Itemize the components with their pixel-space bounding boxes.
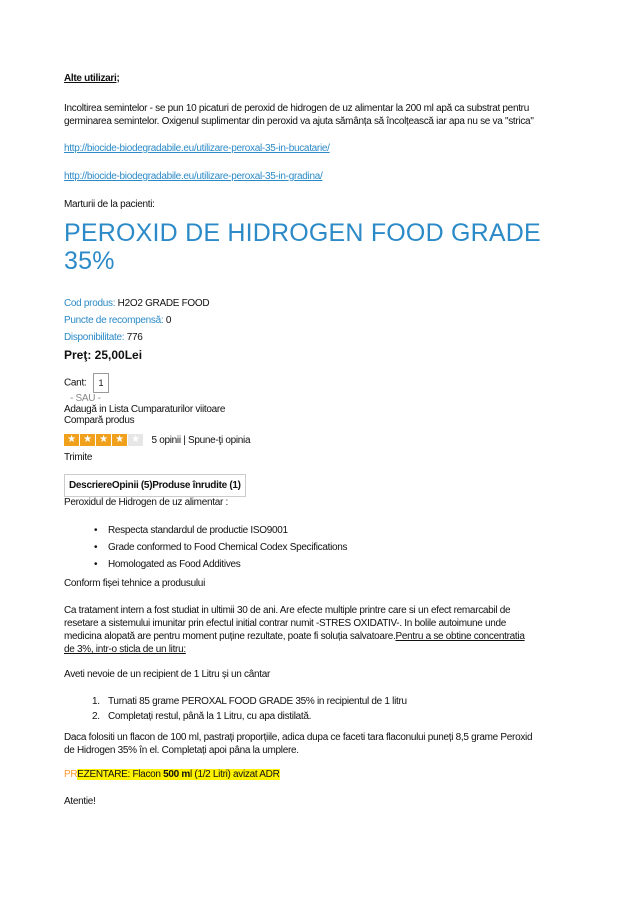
marturii-text: Marturii de la pacienti: xyxy=(64,199,155,210)
alt-utilizari-text-line1: Incoltirea semintelor - se pun 10 picaturi de peroxid de hidrogen de uz alimentar la 200 ml apă ca substrat pentru xyxy=(64,103,529,114)
sau-separator: - SAU - xyxy=(70,393,101,404)
tratament-line3-text: medicina alopată are pentru moment puține rezultate, poate fi soluția salvatoare. xyxy=(64,631,396,642)
product-tabs-label[interactable]: DescriereOpinii (5)Produse înrudite (1) xyxy=(69,480,241,491)
alt-utilizari-text-line2: germinarea semintelor. Oxigenul suplimentar din peroxid va ajuta sămânța să încolțească iar apa nu se va "strica" xyxy=(64,116,534,127)
puncte-label: Puncte de recompensă: xyxy=(64,315,164,326)
flacon-line1: Daca folositi un flacon de 100 ml, pastrați proporțiile, adica dupa ce faceti tara flaconului puneți 8,5 grame Peroxid xyxy=(64,732,533,743)
tratament-line2: resetare a sistemului imunitar prin efectul initial contrar numit -STRES OXIDATIV-. In bolile autoimune unde xyxy=(64,618,507,629)
puncte-value: 0 xyxy=(165,315,172,326)
spec-item: • Respecta standardul de productie ISO9001 xyxy=(64,522,574,539)
product-title-line2: 35% xyxy=(64,247,115,275)
reviews-link[interactable]: 5 opinii | Spune-ţi opinia xyxy=(151,435,251,446)
spec-item: • Grade conformed to Food Chemical Codex Specifications xyxy=(64,539,574,556)
tratament-line4: de 3%, intr-o sticla de un litru: xyxy=(64,644,186,655)
concentratie-underlined: Pentru a se obtine concentratia xyxy=(395,631,525,642)
steps-list xyxy=(64,694,574,724)
atentie-text: Atentie! xyxy=(64,796,96,807)
description-intro: Peroxidul de Hidrogen de uz alimentar : xyxy=(64,497,228,508)
product-tabs[interactable] xyxy=(64,474,246,497)
quantity-row xyxy=(64,373,109,393)
recipient-text: Aveti nevoie de un recipient de 1 Litru și un cântar xyxy=(64,669,271,680)
disponibilitate-value: 776 xyxy=(126,332,143,343)
disponibilitate-row xyxy=(64,331,143,344)
cod-produs-row xyxy=(64,297,209,310)
cod-produs-value: H2O2 GRADE FOOD xyxy=(117,298,210,309)
link-bucatarie[interactable]: http://biocide-biodegradabile.eu/utilizare-peroxal-35-in-bucatarie/ xyxy=(64,143,330,154)
cod-produs-label: Cod produs: xyxy=(64,298,116,309)
star-filled-icon: ★ xyxy=(80,434,95,446)
quantity-label: Cant: xyxy=(64,377,87,389)
tratament-line1: Ca tratament intern a fost studiat in ultimii 30 de ani. Are efecte multiple printre care si un efect remarcabil de xyxy=(64,605,511,616)
prezentare-prefix: PR xyxy=(64,769,78,780)
star-filled-icon: ★ xyxy=(96,434,111,446)
spec-list xyxy=(64,522,574,573)
trimite-link[interactable]: Trimite xyxy=(64,452,93,463)
conform-text: Conform fișei tehnice a produsului xyxy=(64,578,205,589)
prezentare-line xyxy=(64,768,280,781)
rating-stars xyxy=(64,434,143,446)
quantity-input[interactable]: 1 xyxy=(93,373,109,393)
star-filled-icon: ★ xyxy=(112,434,127,446)
alt-utilizari-heading: Alte utilizari; xyxy=(64,73,120,84)
prezentare-highlight: EZENTARE: Flacon 500 ml (1/2 Litri) avizat ADR xyxy=(77,769,280,780)
step-item: 2. Completați restul, până la 1 Litru, cu apa distilată. xyxy=(92,711,312,722)
add-to-wishlist-link[interactable]: Adaugă in Lista Cumparaturilor viitoare xyxy=(64,404,226,415)
disponibilitate-label: Disponibilitate: xyxy=(64,332,125,343)
spec-item: • Homologated as Food Additives xyxy=(64,556,574,573)
rating-row xyxy=(64,434,250,447)
link-gradina[interactable]: http://biocide-biodegradabile.eu/utilizare-peroxal-35-in-gradina/ xyxy=(64,171,323,182)
flacon-line2: de Hidrogen 35% în el. Completați apoi pâna la umplere. xyxy=(64,745,299,756)
product-title-line1: PEROXID DE HIDROGEN FOOD GRADE xyxy=(64,219,541,247)
compare-product-link[interactable]: Compară produs xyxy=(64,415,135,426)
puncte-row xyxy=(64,314,171,327)
step-item: 1. Turnati 85 grame PEROXAL FOOD GRADE 35% in recipientul de 1 litru xyxy=(92,696,407,707)
star-filled-icon: ★ xyxy=(64,434,79,446)
price: Preţ: 25,00Lei xyxy=(64,348,143,362)
star-empty-icon: ★ xyxy=(128,434,143,446)
tratament-line3 xyxy=(64,630,525,643)
